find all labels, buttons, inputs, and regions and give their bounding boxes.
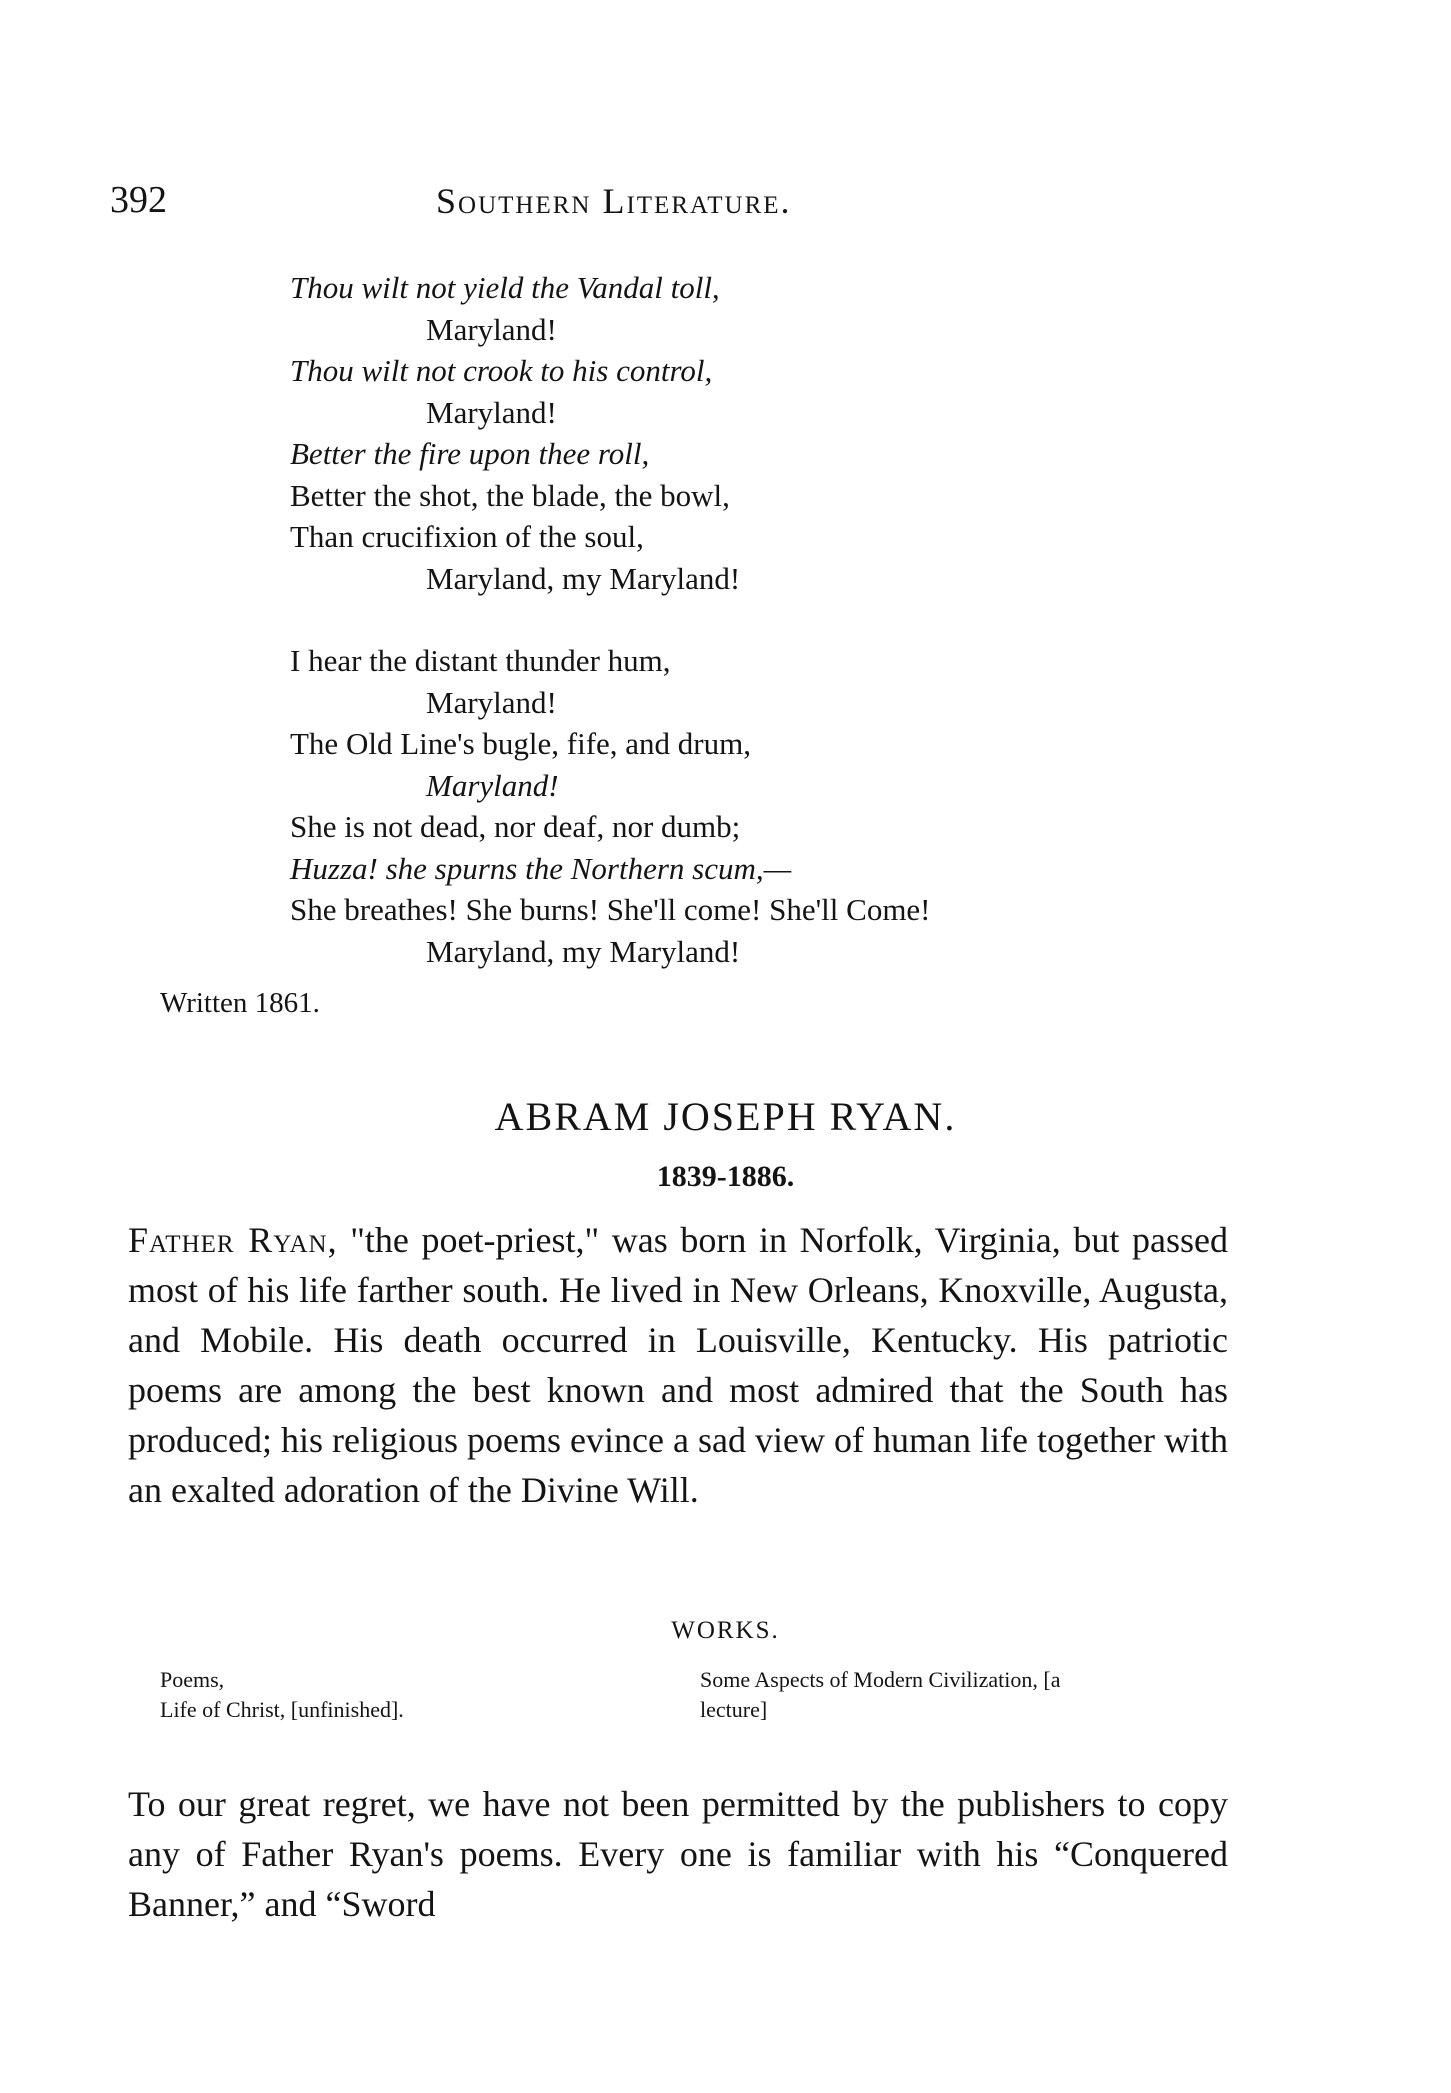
works-list-left — [160, 1665, 404, 1725]
poem-line: She is not dead, nor deaf, nor dumb; — [290, 809, 741, 844]
author-heading: ABRAM JOSEPH RYAN. — [494, 1094, 957, 1139]
bio-text: "the poet-priest," was born in Norfolk, Virginia, but passed most of his life farther south. He lived in New Orleans, Knoxville, Augusta, and Mobile. His death occurred in Louisville, Kentucky. His patriotic poems are among the best known and most admired that the South has produced; his religious poems evince a sad view of human life together with an exalted adoration of the Divine Will. — [128, 1220, 1228, 1510]
poem-line: Thou wilt not crook to his control, — [290, 353, 713, 388]
poem-line: Better the shot, the blade, the bowl, — [290, 478, 730, 513]
author-biography — [128, 1215, 1228, 1515]
poem-refrain: Maryland! — [426, 395, 557, 430]
poem-line: I hear the distant thunder hum, — [290, 643, 671, 678]
poem-line: Thou wilt not yield the Vandal toll, — [290, 270, 720, 305]
poem-refrain: Maryland, my Maryland! — [426, 934, 741, 969]
poem-refrain: Maryland, my Maryland! — [426, 561, 741, 596]
page-header — [110, 178, 1250, 228]
works-item: lecture] — [700, 1697, 768, 1722]
poem-refrain: Maryland! — [426, 768, 559, 803]
poem-line: She breathes! She burns! She'll come! She'll Come! — [290, 892, 931, 927]
closing-paragraph: To our great regret, we have not been permitted by the publishers to copy any of Father Ryan's poems. Every one is familiar with his “Conquered Banner,” and “Sword — [128, 1784, 1228, 1924]
poem-refrain: Maryland! — [426, 685, 557, 720]
bio-lead: Father Ryan, — [128, 1220, 338, 1260]
page-number: 392 — [110, 179, 167, 221]
written-date: Written 1861. — [160, 987, 320, 1019]
works-item: Life of Christ, [unfinished]. — [160, 1697, 404, 1722]
poem-line: Than crucifixion of the soul, — [290, 519, 644, 554]
running-head: Southern Literature. — [436, 181, 792, 221]
poem-refrain: Maryland! — [426, 312, 557, 347]
author-dates: 1839-1886. — [656, 1160, 795, 1193]
works-list-right — [700, 1665, 1061, 1725]
works-item: Poems, — [160, 1667, 225, 1692]
works-heading: WORKS. — [671, 1617, 780, 1644]
poem-line: Better the fire upon thee roll, — [290, 436, 650, 471]
works-item: Some Aspects of Modern Civilization, [a — [700, 1667, 1061, 1692]
poem-line: Huzza! she spurns the Northern scum,— — [290, 851, 792, 886]
poem-line: The Old Line's bugle, fife, and drum, — [290, 726, 751, 761]
